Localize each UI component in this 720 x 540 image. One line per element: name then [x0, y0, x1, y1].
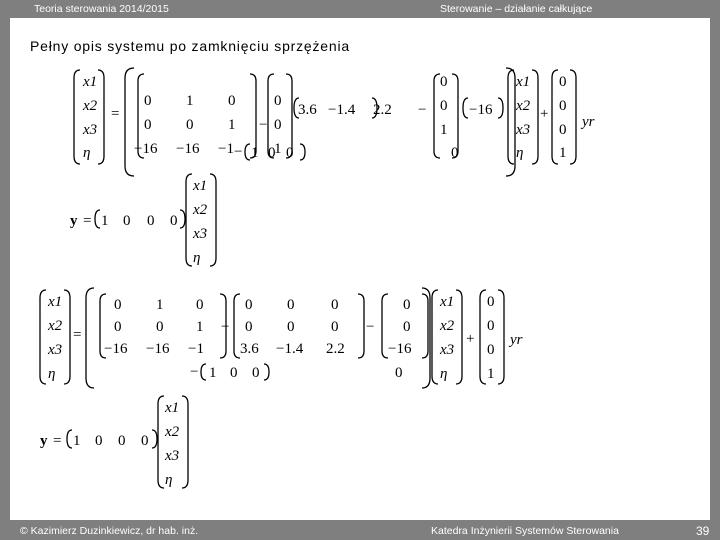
cell: 1 [186, 93, 194, 109]
cell: x3 [165, 448, 180, 464]
cell: η [440, 366, 448, 382]
cell: 2.2 [326, 341, 345, 357]
matrix-BK [240, 297, 345, 357]
cell: −1 [218, 141, 234, 157]
cell: 0 [228, 93, 236, 109]
cell: 0 [274, 93, 282, 109]
cell: −1.4 [328, 102, 356, 118]
cell: 0 [245, 297, 253, 313]
zero-entry: 0 [451, 145, 459, 161]
reference-input: yr [510, 332, 523, 348]
cell: x2 [516, 98, 531, 114]
cell: 0 [331, 319, 339, 335]
cell: 0 [144, 93, 152, 109]
bracket [40, 290, 46, 384]
cell: 0 [114, 297, 122, 313]
reference-input: yr [582, 114, 595, 130]
bracket [180, 210, 185, 228]
cell: 0 [440, 74, 448, 90]
lhs-vector [82, 74, 98, 161]
bracket [422, 288, 430, 388]
bracket [432, 290, 438, 384]
cell: −16 [388, 341, 412, 357]
cell: 1 [228, 117, 236, 133]
bracket [422, 294, 428, 358]
bracket [358, 294, 364, 358]
bracket [300, 144, 305, 160]
cell: 0 [286, 145, 294, 161]
minus-sign: − [234, 144, 243, 160]
cell: 1 [209, 365, 217, 381]
equals-sign: = [83, 213, 92, 229]
cell: x3 [516, 122, 531, 138]
bracket [67, 430, 72, 448]
cell: 0 [230, 365, 238, 381]
cell: x3 [440, 342, 455, 358]
bracket [186, 174, 192, 266]
bracket [64, 290, 70, 384]
cell: x1 [193, 178, 208, 194]
output-row-C [251, 145, 294, 161]
cell: 0 [287, 297, 295, 313]
cell: x1 [48, 294, 63, 310]
bracket [264, 364, 269, 380]
cell: 1 [274, 141, 282, 157]
output-equation-1 [70, 174, 216, 266]
x1-dot: x1 [83, 74, 98, 90]
cell: 0 [274, 117, 282, 133]
cell: 0 [170, 213, 178, 229]
bracket [74, 70, 80, 164]
bracket [463, 98, 468, 118]
bracket [125, 68, 134, 176]
matrix-A [134, 93, 236, 157]
cell: 0 [114, 319, 122, 335]
cell: x2 [193, 202, 208, 218]
footer-bar [0, 520, 720, 540]
cell: 0 [268, 145, 276, 161]
cell: x2 [48, 318, 63, 334]
bracket [508, 70, 514, 164]
cell: 1 [251, 145, 259, 161]
cell: 0 [196, 297, 204, 313]
cell: 0 [252, 365, 260, 381]
slide-title: Pełny opis systemu po zamknięciu sprzężenia [30, 38, 350, 54]
cell: 0 [95, 433, 103, 449]
cell: 0 [123, 213, 131, 229]
cell: 0 [147, 213, 155, 229]
gain-row-K [298, 102, 392, 118]
eta-dot: η [83, 145, 91, 161]
minus-sign: − [259, 117, 268, 133]
matrix-A [104, 297, 204, 357]
course-title: Teoria sterowania 2014/2015 [34, 3, 169, 15]
cell: −16 [104, 341, 128, 357]
minus-sign: − [190, 364, 199, 380]
bracket [210, 174, 216, 266]
cell: 0 [156, 319, 164, 335]
cell: η [165, 472, 173, 488]
equals-sign: = [73, 327, 82, 343]
cell: 0 [487, 318, 495, 334]
cell: 0 [331, 297, 339, 313]
bracket [570, 70, 576, 164]
bracket [498, 98, 503, 118]
minus-sign: − [366, 319, 375, 335]
bracket [86, 288, 94, 388]
zero-entry: 0 [395, 365, 403, 381]
cell: 0 [144, 117, 152, 133]
equals-sign: = [53, 433, 62, 449]
equations [10, 18, 710, 520]
bracket [456, 290, 462, 384]
cell: 3.6 [298, 102, 317, 118]
state-equation-1 [74, 68, 595, 176]
state-vector [515, 74, 531, 161]
cell: 1 [440, 122, 448, 138]
page-number: 39 [696, 524, 710, 538]
cell: x1 [516, 74, 531, 90]
cell: 1 [101, 213, 109, 229]
plus-sign: + [466, 331, 475, 347]
bracket [182, 396, 188, 488]
cell: −1 [188, 341, 204, 357]
integral-gain: −16 [469, 102, 493, 118]
cell: 0 [118, 433, 126, 449]
cell: 0 [403, 297, 411, 313]
cell: 0 [186, 117, 194, 133]
cell: η [48, 366, 56, 382]
cell: −16 [134, 141, 158, 157]
cell: x2 [440, 318, 455, 334]
footer-author: © Kazimierz Duzinkiewicz, dr hab. inż. [20, 525, 199, 537]
cell: 0 [559, 74, 567, 90]
vector-B-right [440, 74, 448, 138]
cell: 1 [559, 145, 567, 161]
cell: 0 [487, 342, 495, 358]
bracket [498, 290, 504, 384]
equals-sign: = [111, 106, 120, 122]
cell: 0 [487, 294, 495, 310]
cell: 1 [156, 297, 164, 313]
bracket [201, 364, 206, 380]
x3-dot: x3 [83, 122, 98, 138]
cell: η [516, 145, 524, 161]
output-y: y [70, 213, 78, 229]
bracket [245, 144, 250, 160]
cell: 1 [73, 433, 81, 449]
cell: 0 [141, 433, 149, 449]
cell: 0 [287, 319, 295, 335]
cell: x1 [440, 294, 455, 310]
slide-content [10, 18, 710, 520]
column-integral [388, 297, 412, 357]
bracket [532, 70, 538, 164]
cell: 0 [245, 319, 253, 335]
bracket [158, 396, 164, 488]
input-vector [559, 74, 567, 161]
bracket [480, 290, 486, 384]
cell: x2 [165, 424, 180, 440]
cell: x1 [165, 400, 180, 416]
cell: 1 [487, 366, 495, 382]
cell: x3 [193, 226, 208, 242]
cell: −1.4 [276, 341, 304, 357]
minus-sign: − [221, 319, 230, 335]
minus-sign: − [418, 102, 427, 118]
output-y: y [40, 433, 48, 449]
cell: 0 [403, 319, 411, 335]
bracket [98, 70, 104, 164]
cell: 3.6 [240, 341, 259, 357]
cell: η [193, 250, 201, 266]
bracket [95, 210, 100, 228]
cell: −16 [146, 341, 170, 357]
cell: x3 [48, 342, 63, 358]
header-bar [0, 0, 720, 18]
cell: 0 [440, 98, 448, 114]
state-equation-2 [40, 288, 523, 388]
cell: −16 [176, 141, 200, 157]
bracket [152, 430, 157, 448]
output-equation-2 [40, 396, 188, 488]
cell: 1 [196, 319, 204, 335]
cell: 2.2 [373, 102, 392, 118]
cell: 0 [559, 98, 567, 114]
slide-topic: Sterowanie – działanie całkujące [440, 3, 593, 15]
footer-department: Katedra Inżynierii Systemów Sterowania [431, 525, 619, 537]
cell: 0 [559, 122, 567, 138]
bracket [552, 70, 558, 164]
x2-dot: x2 [83, 98, 98, 114]
plus-sign: + [540, 106, 549, 122]
